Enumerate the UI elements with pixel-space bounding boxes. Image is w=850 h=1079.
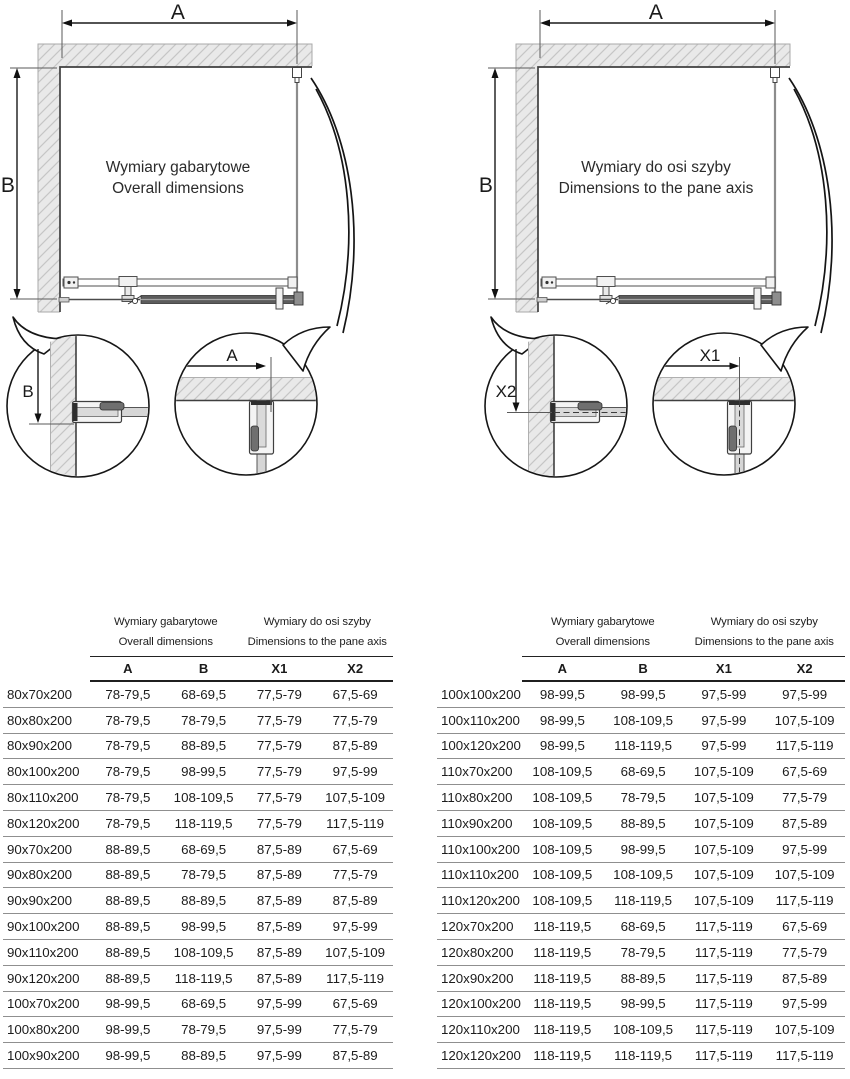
size-cell: 120x80x200 bbox=[441, 944, 514, 960]
value-cell: 107,5-109 bbox=[774, 867, 835, 883]
value-cell: 67,5-69 bbox=[782, 764, 828, 780]
table-row bbox=[437, 837, 845, 863]
column-header-a: A bbox=[123, 661, 133, 676]
table-row bbox=[437, 1017, 845, 1043]
detail-circle-right bbox=[175, 327, 330, 475]
value-cell: 98-99,5 bbox=[539, 686, 585, 702]
table-headers bbox=[522, 610, 845, 682]
group-header-overall bbox=[522, 613, 684, 656]
table-row bbox=[437, 682, 845, 708]
bottom-track bbox=[537, 288, 781, 309]
value-cell: 117,5-119 bbox=[775, 1048, 834, 1064]
table-headers bbox=[90, 610, 393, 682]
value-cell: 117,5-119 bbox=[326, 970, 385, 986]
value-cell: 118-119,5 bbox=[614, 1048, 673, 1064]
table-row bbox=[3, 888, 393, 914]
value-cell: 117,5-119 bbox=[694, 970, 753, 986]
table-row bbox=[437, 1043, 845, 1069]
group-header-line: Overall dimensions bbox=[555, 635, 650, 648]
column-header-b: B bbox=[638, 661, 648, 676]
column-header-b: B bbox=[198, 661, 209, 676]
value-cell: 98-99,5 bbox=[620, 996, 666, 1012]
value-cell: 87,5-89 bbox=[782, 815, 828, 831]
value-cell: 107,5-109 bbox=[693, 893, 754, 909]
size-cell: 110x120x200 bbox=[441, 893, 520, 909]
size-cell: 90x80x200 bbox=[7, 867, 73, 883]
value-cell: 118-119,5 bbox=[533, 1022, 592, 1038]
value-cell: 88-89,5 bbox=[105, 919, 151, 935]
value-cell: 97,5-99 bbox=[701, 738, 747, 754]
value-cell: 98-99,5 bbox=[620, 686, 666, 702]
value-cell: 118-119,5 bbox=[533, 970, 592, 986]
detail-right-label: A bbox=[226, 346, 238, 365]
diagram-overall-dimensions bbox=[0, 0, 425, 505]
group-header-line: Dimensions to the pane axis bbox=[247, 635, 387, 648]
value-cell: 77,5-79 bbox=[782, 944, 828, 960]
value-cell: 108-109,5 bbox=[173, 790, 234, 806]
table-row bbox=[3, 837, 393, 863]
value-cell: 107,5-109 bbox=[774, 1022, 835, 1038]
value-cell: 78-79,5 bbox=[620, 944, 666, 960]
dim-b-label: B bbox=[0, 174, 16, 197]
group-header-line: Wymiary gabarytowe bbox=[550, 616, 655, 628]
value-cell: 68-69,5 bbox=[620, 919, 666, 935]
value-cell: 108-109,5 bbox=[173, 944, 234, 960]
value-cell: 87,5-89 bbox=[332, 893, 378, 909]
value-cell: 107,5-109 bbox=[693, 764, 754, 780]
value-cell: 97,5-99 bbox=[701, 712, 747, 728]
group-header-line: Wymiary do osi szyby bbox=[263, 616, 371, 628]
value-cell: 118-119,5 bbox=[614, 893, 673, 909]
value-cell: 88-89,5 bbox=[620, 815, 666, 831]
wall-hatch bbox=[516, 44, 790, 312]
size-cell: 100x90x200 bbox=[7, 1048, 80, 1064]
table-row bbox=[437, 992, 845, 1018]
table-row bbox=[437, 785, 845, 811]
column-header-x1: X1 bbox=[271, 661, 288, 676]
value-cell: 88-89,5 bbox=[181, 893, 227, 909]
value-cell: 97,5-99 bbox=[332, 764, 378, 780]
table-row bbox=[437, 863, 845, 889]
group-header-pane-axis bbox=[242, 613, 394, 656]
value-cell: 87,5-89 bbox=[332, 738, 378, 754]
value-cell: 77,5-79 bbox=[256, 790, 302, 806]
value-cell: 98-99,5 bbox=[620, 841, 666, 857]
table-row bbox=[3, 914, 393, 940]
detail-left-label: X2 bbox=[495, 382, 517, 401]
table-row bbox=[3, 811, 393, 837]
table-row bbox=[437, 734, 845, 760]
table-row bbox=[437, 888, 845, 914]
value-cell: 87,5-89 bbox=[256, 893, 302, 909]
size-cell: 90x70x200 bbox=[7, 841, 73, 857]
glass-pane bbox=[771, 67, 780, 301]
value-cell: 107,5-109 bbox=[325, 944, 386, 960]
value-cell: 78-79,5 bbox=[105, 686, 151, 702]
value-cell: 78-79,5 bbox=[105, 790, 151, 806]
value-cell: 78-79,5 bbox=[620, 790, 666, 806]
table-row bbox=[3, 1017, 393, 1043]
value-cell: 88-89,5 bbox=[105, 841, 151, 857]
size-cell: 90x110x200 bbox=[7, 944, 79, 960]
table-row bbox=[3, 1043, 393, 1069]
value-cell: 68-69,5 bbox=[620, 764, 666, 780]
group-header-line: Wymiary do osi szyby bbox=[710, 616, 818, 628]
value-cell: 118-119,5 bbox=[533, 1048, 592, 1064]
detail-circle-right bbox=[653, 327, 808, 475]
size-cell: 110x110x200 bbox=[441, 867, 519, 883]
value-cell: 118-119,5 bbox=[174, 815, 233, 831]
value-cell: 107,5-109 bbox=[774, 712, 835, 728]
table-row bbox=[437, 759, 845, 785]
leader-curve bbox=[789, 78, 832, 333]
value-cell: 107,5-109 bbox=[693, 815, 754, 831]
column-header-x2: X2 bbox=[347, 661, 364, 676]
caption-line1: Wymiary do osi szyby bbox=[581, 159, 731, 176]
dim-b-label: B bbox=[478, 174, 494, 197]
size-cell: 100x110x200 bbox=[441, 712, 520, 728]
value-cell: 88-89,5 bbox=[105, 893, 151, 909]
table-row bbox=[3, 966, 393, 992]
value-cell: 117,5-119 bbox=[694, 944, 753, 960]
value-cell: 67,5-69 bbox=[332, 841, 378, 857]
value-cell: 68-69,5 bbox=[181, 841, 227, 857]
value-cell: 68-69,5 bbox=[181, 996, 227, 1012]
size-cell: 120x70x200 bbox=[441, 919, 514, 935]
value-cell: 88-89,5 bbox=[105, 970, 151, 986]
size-cell: 120x110x200 bbox=[441, 1022, 520, 1038]
size-cell: 80x80x200 bbox=[7, 712, 73, 728]
value-cell: 78-79,5 bbox=[105, 764, 151, 780]
size-cell: 100x100x200 bbox=[441, 686, 521, 702]
value-cell: 98-99,5 bbox=[105, 996, 151, 1012]
size-cell: 120x120x200 bbox=[441, 1048, 521, 1064]
value-cell: 108-109,5 bbox=[613, 712, 674, 728]
dimension-table-right bbox=[437, 610, 845, 1069]
wall-hatch bbox=[38, 44, 312, 312]
table-row bbox=[3, 759, 393, 785]
value-cell: 78-79,5 bbox=[105, 712, 151, 728]
column-header-a: A bbox=[557, 661, 568, 676]
value-cell: 88-89,5 bbox=[181, 1048, 227, 1064]
value-cell: 108-109,5 bbox=[532, 790, 593, 806]
size-cell: 80x100x200 bbox=[7, 764, 80, 780]
value-cell: 97,5-99 bbox=[256, 996, 302, 1012]
value-cell: 87,5-89 bbox=[256, 919, 302, 935]
value-cell: 117,5-119 bbox=[694, 996, 753, 1012]
value-cell: 117,5-119 bbox=[694, 1048, 753, 1064]
value-cell: 108-109,5 bbox=[532, 764, 593, 780]
value-cell: 98-99,5 bbox=[105, 1022, 151, 1038]
value-cell: 117,5-119 bbox=[775, 893, 834, 909]
value-cell: 87,5-89 bbox=[332, 1048, 378, 1064]
value-cell: 88-89,5 bbox=[181, 738, 227, 754]
value-cell: 107,5-109 bbox=[693, 841, 754, 857]
size-cell: 120x100x200 bbox=[441, 996, 521, 1012]
value-cell: 87,5-89 bbox=[256, 841, 302, 857]
detail-circle-left bbox=[7, 317, 149, 477]
caption-line1: Wymiary gabarytowe bbox=[105, 159, 251, 176]
table-row bbox=[3, 708, 393, 734]
value-cell: 118-119,5 bbox=[614, 738, 673, 754]
value-cell: 88-89,5 bbox=[105, 867, 151, 883]
size-cell: 80x90x200 bbox=[7, 738, 73, 754]
value-cell: 77,5-79 bbox=[782, 790, 828, 806]
diagram-pane-axis-dimensions bbox=[478, 0, 850, 505]
value-cell: 87,5-89 bbox=[256, 867, 302, 883]
value-cell: 78-79,5 bbox=[181, 867, 227, 883]
value-cell: 67,5-69 bbox=[332, 686, 378, 702]
value-cell: 97,5-99 bbox=[782, 686, 828, 702]
group-header-line: Overall dimensions bbox=[118, 635, 213, 648]
dimension-table-left bbox=[3, 610, 393, 1069]
value-cell: 87,5-89 bbox=[782, 970, 828, 986]
value-cell: 87,5-89 bbox=[256, 970, 302, 986]
value-cell: 77,5-79 bbox=[256, 738, 302, 754]
value-cell: 117,5-119 bbox=[694, 919, 753, 935]
glass-pane bbox=[293, 67, 302, 301]
value-cell: 67,5-69 bbox=[332, 996, 378, 1012]
value-cell: 97,5-99 bbox=[256, 1048, 302, 1064]
value-cell: 97,5-99 bbox=[256, 1022, 302, 1038]
size-cell: 110x80x200 bbox=[441, 790, 513, 806]
size-cell: 100x120x200 bbox=[441, 738, 521, 754]
value-cell: 97,5-99 bbox=[782, 841, 828, 857]
bottom-track bbox=[59, 288, 303, 309]
value-cell: 118-119,5 bbox=[533, 996, 592, 1012]
group-header-line: Wymiary gabarytowe bbox=[113, 616, 218, 628]
table-row bbox=[3, 785, 393, 811]
size-cell: 80x70x200 bbox=[7, 686, 73, 702]
column-header-x2: X2 bbox=[796, 661, 813, 676]
value-cell: 78-79,5 bbox=[105, 738, 151, 754]
size-cell: 90x120x200 bbox=[7, 970, 80, 986]
value-cell: 108-109,5 bbox=[532, 893, 593, 909]
value-cell: 78-79,5 bbox=[105, 815, 151, 831]
table-row bbox=[3, 734, 393, 760]
value-cell: 98-99,5 bbox=[539, 738, 585, 754]
size-cell: 90x100x200 bbox=[7, 919, 80, 935]
size-cell: 110x100x200 bbox=[441, 841, 520, 857]
dim-a-label: A bbox=[170, 1, 186, 24]
value-cell: 68-69,5 bbox=[181, 686, 227, 702]
value-cell: 108-109,5 bbox=[532, 867, 593, 883]
value-cell: 88-89,5 bbox=[620, 970, 666, 986]
value-cell: 117,5-119 bbox=[775, 738, 834, 754]
caption-line2: Overall dimensions bbox=[112, 180, 244, 197]
value-cell: 77,5-79 bbox=[256, 815, 302, 831]
value-cell: 77,5-79 bbox=[256, 712, 302, 728]
leader-curve bbox=[311, 78, 354, 333]
size-cell: 110x70x200 bbox=[441, 764, 513, 780]
value-cell: 108-109,5 bbox=[613, 867, 674, 883]
detail-circle-left bbox=[485, 317, 627, 477]
size-cell: 80x110x200 bbox=[7, 790, 79, 806]
size-cell: 120x90x200 bbox=[441, 970, 514, 986]
value-cell: 98-99,5 bbox=[181, 764, 227, 780]
size-cell: 110x90x200 bbox=[441, 815, 513, 831]
table-row bbox=[3, 992, 393, 1018]
size-cell: 100x70x200 bbox=[7, 996, 80, 1012]
value-cell: 107,5-109 bbox=[693, 790, 754, 806]
value-cell: 77,5-79 bbox=[332, 867, 378, 883]
value-cell: 98-99,5 bbox=[539, 712, 585, 728]
detail-right-label: X1 bbox=[699, 346, 721, 365]
value-cell: 77,5-79 bbox=[332, 712, 378, 728]
table-row bbox=[437, 914, 845, 940]
value-cell: 108-109,5 bbox=[532, 815, 593, 831]
size-cell: 90x90x200 bbox=[7, 893, 73, 909]
group-header-overall bbox=[90, 613, 242, 656]
value-cell: 97,5-99 bbox=[782, 996, 828, 1012]
value-cell: 78-79,5 bbox=[181, 712, 227, 728]
value-cell: 77,5-79 bbox=[256, 686, 302, 702]
table-row bbox=[437, 966, 845, 992]
size-cell: 100x80x200 bbox=[7, 1022, 80, 1038]
column-header-x1: X1 bbox=[715, 661, 732, 676]
table-row bbox=[437, 811, 845, 837]
value-cell: 118-119,5 bbox=[533, 944, 592, 960]
value-cell: 117,5-119 bbox=[694, 1022, 753, 1038]
table-row bbox=[3, 940, 393, 966]
value-cell: 78-79,5 bbox=[181, 1022, 227, 1038]
dimension-tables bbox=[0, 610, 850, 1079]
value-cell: 118-119,5 bbox=[174, 970, 233, 986]
value-cell: 98-99,5 bbox=[181, 919, 227, 935]
value-cell: 77,5-79 bbox=[256, 764, 302, 780]
value-cell: 97,5-99 bbox=[701, 686, 747, 702]
caption-line2: Dimensions to the pane axis bbox=[558, 180, 754, 197]
value-cell: 87,5-89 bbox=[256, 944, 302, 960]
detail-left-label: B bbox=[22, 382, 34, 401]
value-cell: 108-109,5 bbox=[532, 841, 593, 857]
value-cell: 107,5-109 bbox=[325, 790, 386, 806]
table-row bbox=[437, 708, 845, 734]
value-cell: 118-119,5 bbox=[533, 919, 592, 935]
value-cell: 117,5-119 bbox=[326, 815, 385, 831]
table-row bbox=[3, 863, 393, 889]
table-row bbox=[437, 940, 845, 966]
value-cell: 108-109,5 bbox=[613, 1022, 674, 1038]
value-cell: 88-89,5 bbox=[105, 944, 151, 960]
table-body bbox=[3, 682, 393, 1069]
value-cell: 98-99,5 bbox=[105, 1048, 151, 1064]
value-cell: 67,5-69 bbox=[782, 919, 828, 935]
group-header-pane-axis bbox=[684, 613, 846, 656]
table-body bbox=[437, 682, 845, 1069]
value-cell: 107,5-109 bbox=[693, 867, 754, 883]
group-header-line: Dimensions to the pane axis bbox=[694, 635, 834, 648]
table-row bbox=[3, 682, 393, 708]
value-cell: 97,5-99 bbox=[332, 919, 378, 935]
size-cell: 80x120x200 bbox=[7, 815, 80, 831]
value-cell: 77,5-79 bbox=[332, 1022, 378, 1038]
dim-a-label: A bbox=[648, 1, 664, 24]
